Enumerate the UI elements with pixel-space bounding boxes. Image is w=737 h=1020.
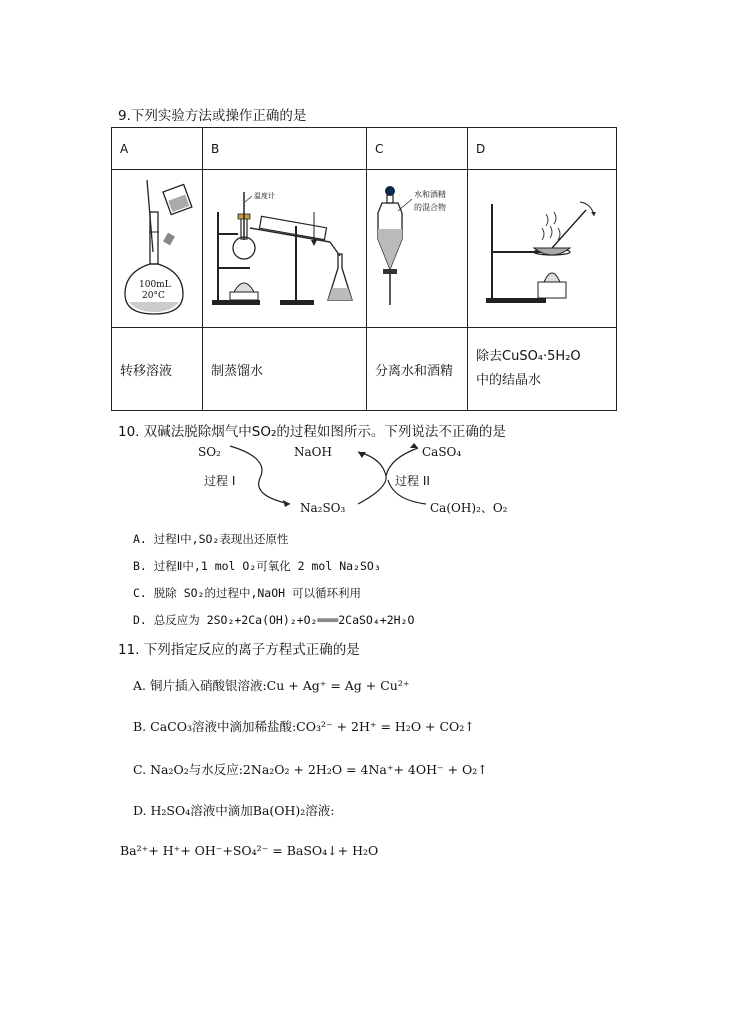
caption-d-line2: 中的结晶水 — [476, 373, 542, 388]
evaporating-dish-illustration — [482, 182, 602, 312]
question-11-title: 11. 下列指定反应的离子方程式正确的是 — [118, 642, 360, 658]
cell-image-b — [203, 170, 367, 328]
header-d: D — [468, 128, 617, 170]
mixture-label-line2: 的混合物 — [414, 202, 446, 212]
distillation-apparatus-illustration — [210, 182, 360, 312]
cell-image-d — [468, 170, 617, 328]
q11-option-c: C. Na₂O₂与水反应:2Na₂O₂ + 2H₂O = 4Na⁺+ 4OH⁻ + O₂↑ — [133, 762, 488, 777]
mixture-label-line1: 水和酒精 — [414, 189, 446, 199]
double-alkali-cycle-diagram — [190, 438, 550, 520]
thermometer-label: 温度计 — [253, 191, 275, 200]
volumetric-flask-illustration — [117, 172, 197, 322]
question-10-title: 10. 双碱法脱除烟气中SO₂的过程如图所示。下列说法不正确的是 — [118, 424, 506, 440]
header-b: B — [203, 128, 367, 170]
flask-temp-label: 20°C — [142, 290, 165, 301]
experiment-table — [111, 127, 617, 411]
q10-option-d: D. 总反应为 2SO₂+2Ca(OH)₂+O₂═══2CaSO₄+2H₂O — [133, 613, 415, 627]
q10-option-a: A. 过程Ⅰ中,SO₂表现出还原性 — [133, 532, 289, 546]
q11-option-b: B. CaCO₃溶液中滴加稀盐酸:CO₃²⁻ + 2H⁺ = H₂O + CO₂↑ — [133, 719, 475, 734]
q10-option-c: C. 脱除 SO₂的过程中,NaOH 可以循环利用 — [133, 586, 362, 600]
diagram-naoh: NaOH — [294, 445, 332, 459]
cell-image-c — [367, 170, 468, 328]
q11-option-d-equation: Ba²⁺+ H⁺+ OH⁻+SO₄²⁻ = BaSO₄↓+ H₂O — [120, 843, 379, 858]
flask-volume-label: 100mL — [139, 279, 171, 290]
diagram-process-1: 过程 I — [204, 474, 236, 488]
header-a: A — [112, 128, 203, 170]
diagram-so2: SO₂ — [198, 445, 221, 459]
separatory-funnel-illustration — [372, 177, 462, 317]
q11-option-d: D. H₂SO₄溶液中滴加Ba(OH)₂溶液: — [133, 803, 335, 818]
q11-option-a: A. 铜片插入硝酸银溶液:Cu + Ag⁺ = Ag + Cu²⁺ — [133, 678, 410, 693]
diagram-na2so3: Na₂SO₃ — [300, 501, 346, 515]
caption-c: 分离水和酒精 — [367, 328, 468, 411]
caption-a: 转移溶液 — [112, 328, 203, 411]
caption-b: 制蒸馏水 — [203, 328, 367, 411]
caption-d-line1: 除去CuSO₄·5H₂O — [476, 349, 581, 364]
diagram-caoh2-o2: Ca(OH)₂、O₂ — [430, 501, 508, 515]
header-c: C — [367, 128, 468, 170]
diagram-process-2: 过程 II — [395, 474, 430, 488]
cell-image-a — [112, 170, 203, 328]
diagram-caso4: CaSO₄ — [422, 445, 462, 459]
q10-option-b: B. 过程Ⅱ中,1 mol O₂可氧化 2 mol Na₂SO₃ — [133, 559, 381, 573]
caption-d — [468, 328, 617, 411]
question-9-title: 9.下列实验方法或操作正确的是 — [118, 108, 307, 124]
